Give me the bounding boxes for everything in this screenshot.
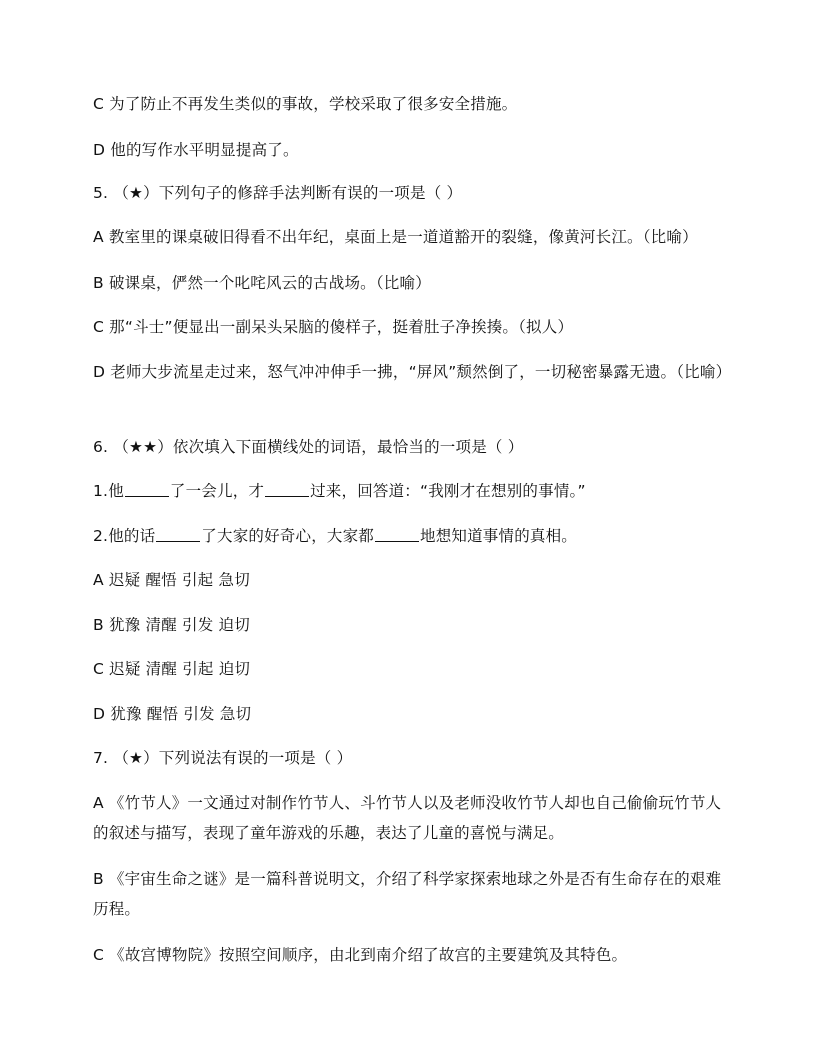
option-c-line: C 为了防止不再发生类似的事故，学校采取了很多安全措施。 bbox=[93, 95, 518, 113]
sentence-1-part-2: 了一会儿，才 bbox=[169, 482, 265, 500]
question-5-option-d: D 老师大步流星走过来，怒气冲冲伸手一拂，“屏风”颓然倒了，一切秘密暴露无遗。（比喻） bbox=[93, 363, 732, 381]
question-6-option-a: A 迟疑 醒悟 引起 急切 bbox=[93, 571, 250, 589]
blank-line bbox=[125, 481, 169, 497]
question-6-sentence-2 bbox=[93, 521, 733, 551]
question-5-option-b: B 破课桌，俨然一个叱咤风云的古战场。（比喻） bbox=[93, 274, 431, 292]
question-6-option-c: C 迟疑 清醒 引起 迫切 bbox=[93, 660, 251, 678]
sentence-2-part-2: 了大家的好奇心，大家都 bbox=[201, 527, 374, 545]
question-6-title: 6. （★★）依次填入下面横线处的词语，最恰当的一项是（ ） bbox=[93, 438, 524, 456]
option-d-line: D 他的写作水平明显提高了。 bbox=[93, 141, 299, 159]
question-6-sentence-1 bbox=[93, 476, 733, 506]
blank-line bbox=[375, 526, 419, 542]
question-5-option-c: C 那“斗士”便显出一副呆头呆脑的傻样子，挺着肚子净挨揍。（拟人） bbox=[93, 318, 574, 336]
question-7-title: 7. （★）下列说法有误的一项是（ ） bbox=[93, 749, 353, 767]
question-6-option-b: B 犹豫 清醒 引发 迫切 bbox=[93, 616, 250, 634]
question-6-option-d: D 犹豫 醒悟 引发 急切 bbox=[93, 705, 252, 723]
sentence-1-part-3: 过来，回答道：“我刚才在想别的事情。” bbox=[310, 482, 586, 500]
sentence-1-part-1: 1.他 bbox=[93, 482, 124, 500]
blank-line bbox=[265, 481, 309, 497]
question-7-option-b: B 《宇宙生命之谜》是一篇科普说明文，介绍了科学家探索地球之外是否有生命存在的艰难历程。 bbox=[93, 870, 722, 918]
sentence-2-part-1: 2.他的话 bbox=[93, 527, 156, 545]
sentence-2-part-3: 地想知道事情的真相。 bbox=[420, 527, 578, 545]
question-7-option-c: C 《故宫博物院》按照空间顺序，由北到南介绍了故宫的主要建筑及其特色。 bbox=[93, 946, 628, 964]
question-7-option-a: A 《竹节人》一文通过对制作竹节人、斗竹节人以及老师没收竹节人却也自己偷偷玩竹节人的叙述与描写，表现了童年游戏的乐趣，表达了儿童的喜悦与满足。 bbox=[93, 794, 722, 842]
question-5-title: 5. （★）下列句子的修辞手法判断有误的一项是（ ） bbox=[93, 184, 463, 202]
blank-line bbox=[156, 526, 200, 542]
question-5-option-a: A 教室里的课桌破旧得看不出年纪，桌面上是一道道豁开的裂缝，像黄河长江。（比喻） bbox=[93, 228, 698, 246]
